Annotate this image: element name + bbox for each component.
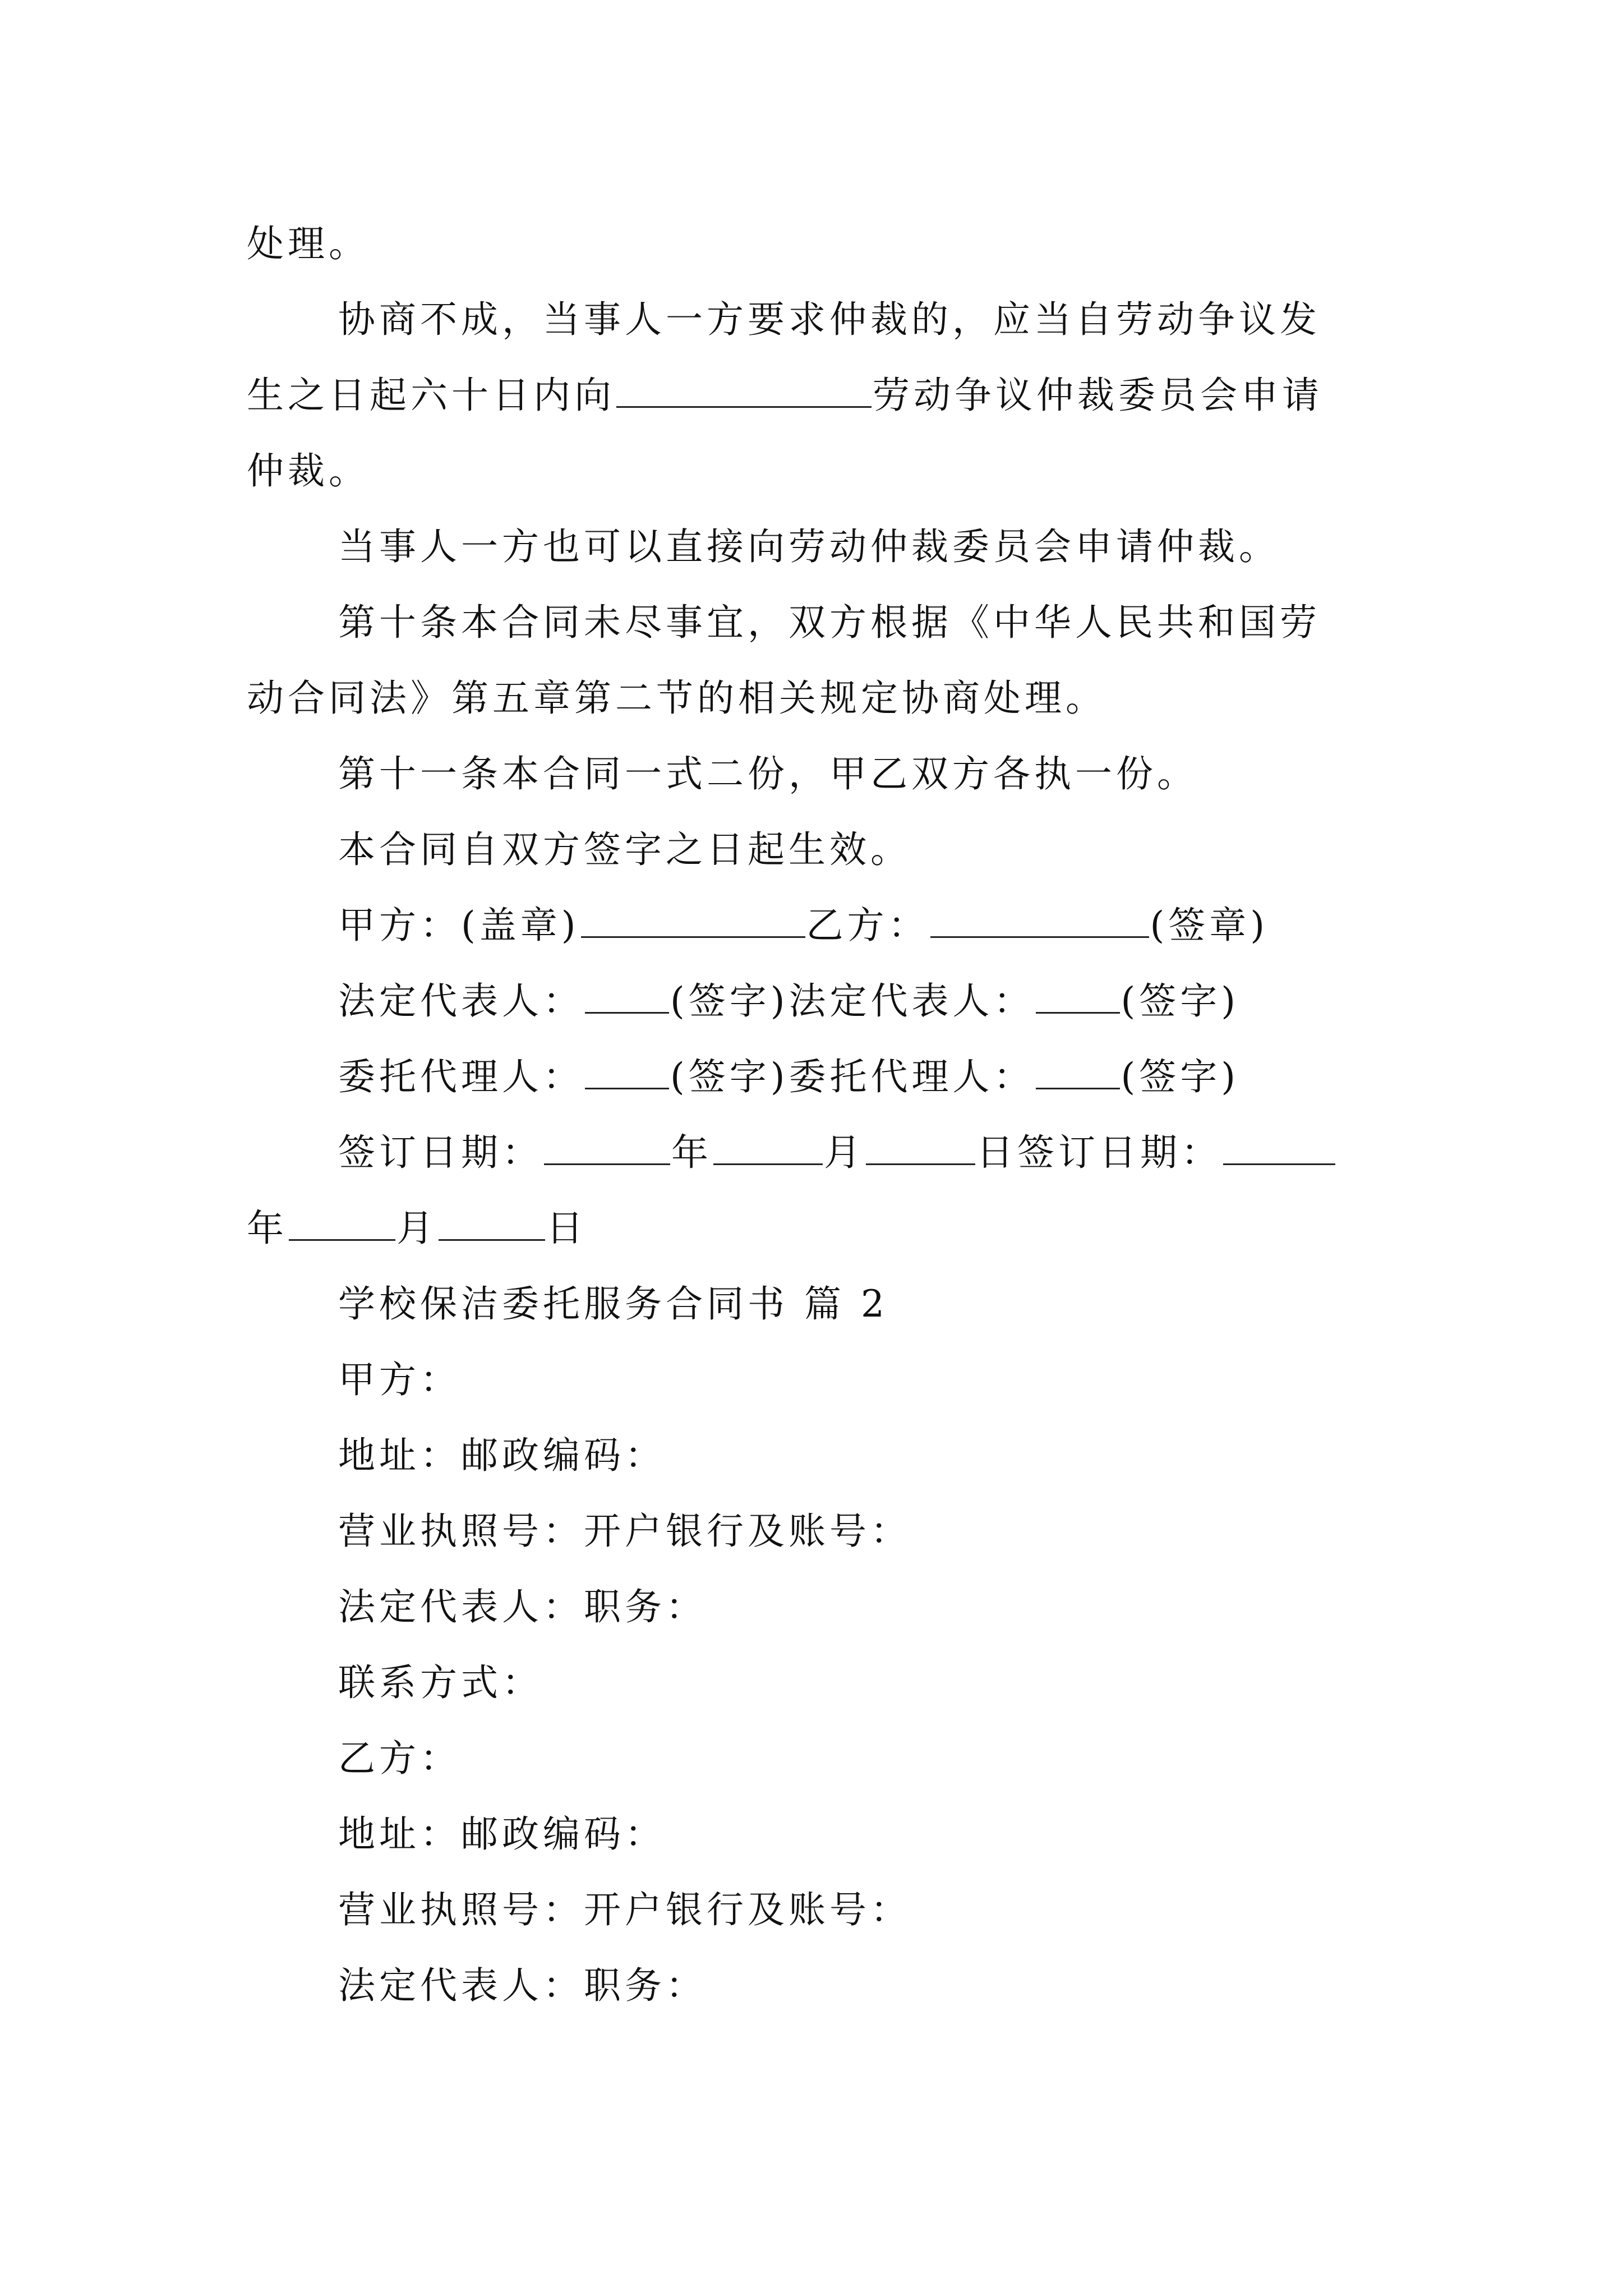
agent-label: 委托代理人： <box>789 1055 1035 1098</box>
blank-year <box>1223 1131 1335 1165</box>
sign-label: (签字) <box>670 1055 789 1098</box>
blank-legal-rep-b <box>1036 979 1120 1014</box>
day-label: 日 <box>546 1207 587 1250</box>
blank-party-b <box>930 904 1149 938</box>
signature-legal-rep-line <box>338 979 1239 1024</box>
paragraph-line: 仲裁。 <box>247 449 370 493</box>
blank-month <box>713 1131 823 1165</box>
signature-party-line <box>338 903 1269 948</box>
signature-date-line <box>338 1130 1336 1175</box>
blank-day <box>439 1207 545 1241</box>
field-party-a: 甲方： <box>338 1358 461 1401</box>
field-license: 营业执照号：开户银行及账号： <box>338 1510 911 1553</box>
sign-date-label: 签订日期： <box>338 1131 543 1174</box>
legal-rep-label: 法定代表人： <box>789 979 1035 1023</box>
paragraph-line: 协商不成，当事人一方要求仲裁的，应当自劳动争议发 <box>338 298 1321 341</box>
text-run: 劳动争议仲裁委员会申请 <box>873 374 1323 417</box>
blank-agent-b <box>1036 1055 1120 1089</box>
field-party-b: 乙方： <box>338 1737 461 1780</box>
party-b-label: 乙方： <box>806 904 929 947</box>
signature-agent-line <box>338 1055 1239 1099</box>
field-legal-rep: 法定代表人：职务： <box>338 1585 707 1628</box>
blank-month <box>289 1207 395 1241</box>
year-label: 年 <box>671 1131 712 1174</box>
field-legal-rep: 法定代表人：职务： <box>338 1964 707 2007</box>
month-label: 月 <box>824 1131 865 1174</box>
paragraph-line: 第十条本合同未尽事宜，双方根据《中华人民共和国劳 <box>338 601 1321 644</box>
agent-label: 委托代理人： <box>338 1055 584 1098</box>
text-run: 生之日起六十日内向 <box>247 374 615 417</box>
party-a-label: 甲方：(盖章) <box>338 904 580 947</box>
field-address: 地址：邮政编码： <box>338 1434 666 1477</box>
sign-label: (签字) <box>1121 1055 1239 1098</box>
blank-arbitration-commission <box>616 374 872 408</box>
seal-label: (签章) <box>1150 904 1269 947</box>
blank-day <box>866 1131 975 1165</box>
blank-year <box>544 1131 670 1165</box>
sign-label: (签字) <box>670 979 789 1023</box>
section-heading: 学校保洁委托服务合同书 篇 2 <box>338 1282 888 1326</box>
sign-date-label: 签订日期： <box>1017 1131 1222 1174</box>
paragraph-line <box>247 373 1323 418</box>
blank-legal-rep-a <box>585 979 669 1014</box>
paragraph-line: 本合同自双方签字之日起生效。 <box>338 828 911 871</box>
year-label: 年 <box>247 1207 288 1250</box>
field-contact: 联系方式： <box>338 1661 543 1704</box>
field-address: 地址：邮政编码： <box>338 1812 666 1856</box>
month-label: 月 <box>396 1207 437 1250</box>
paragraph-line: 当事人一方也可以直接向劳动仲裁委员会申请仲裁。 <box>338 525 1280 568</box>
signature-date-line-cont <box>247 1206 587 1251</box>
paragraph-line: 第十一条本合同一式二份，甲乙双方各执一份。 <box>338 752 1198 795</box>
day-label: 日 <box>976 1131 1017 1174</box>
paragraph-line: 动合同法》第五章第二节的相关规定协商处理。 <box>247 677 1106 720</box>
blank-party-a <box>581 904 805 938</box>
blank-agent-a <box>585 1055 669 1089</box>
paragraph-line: 处理。 <box>247 222 370 265</box>
field-license: 营业执照号：开户银行及账号： <box>338 1888 911 1931</box>
legal-rep-label: 法定代表人： <box>338 979 584 1023</box>
sign-label: (签字) <box>1121 979 1239 1023</box>
